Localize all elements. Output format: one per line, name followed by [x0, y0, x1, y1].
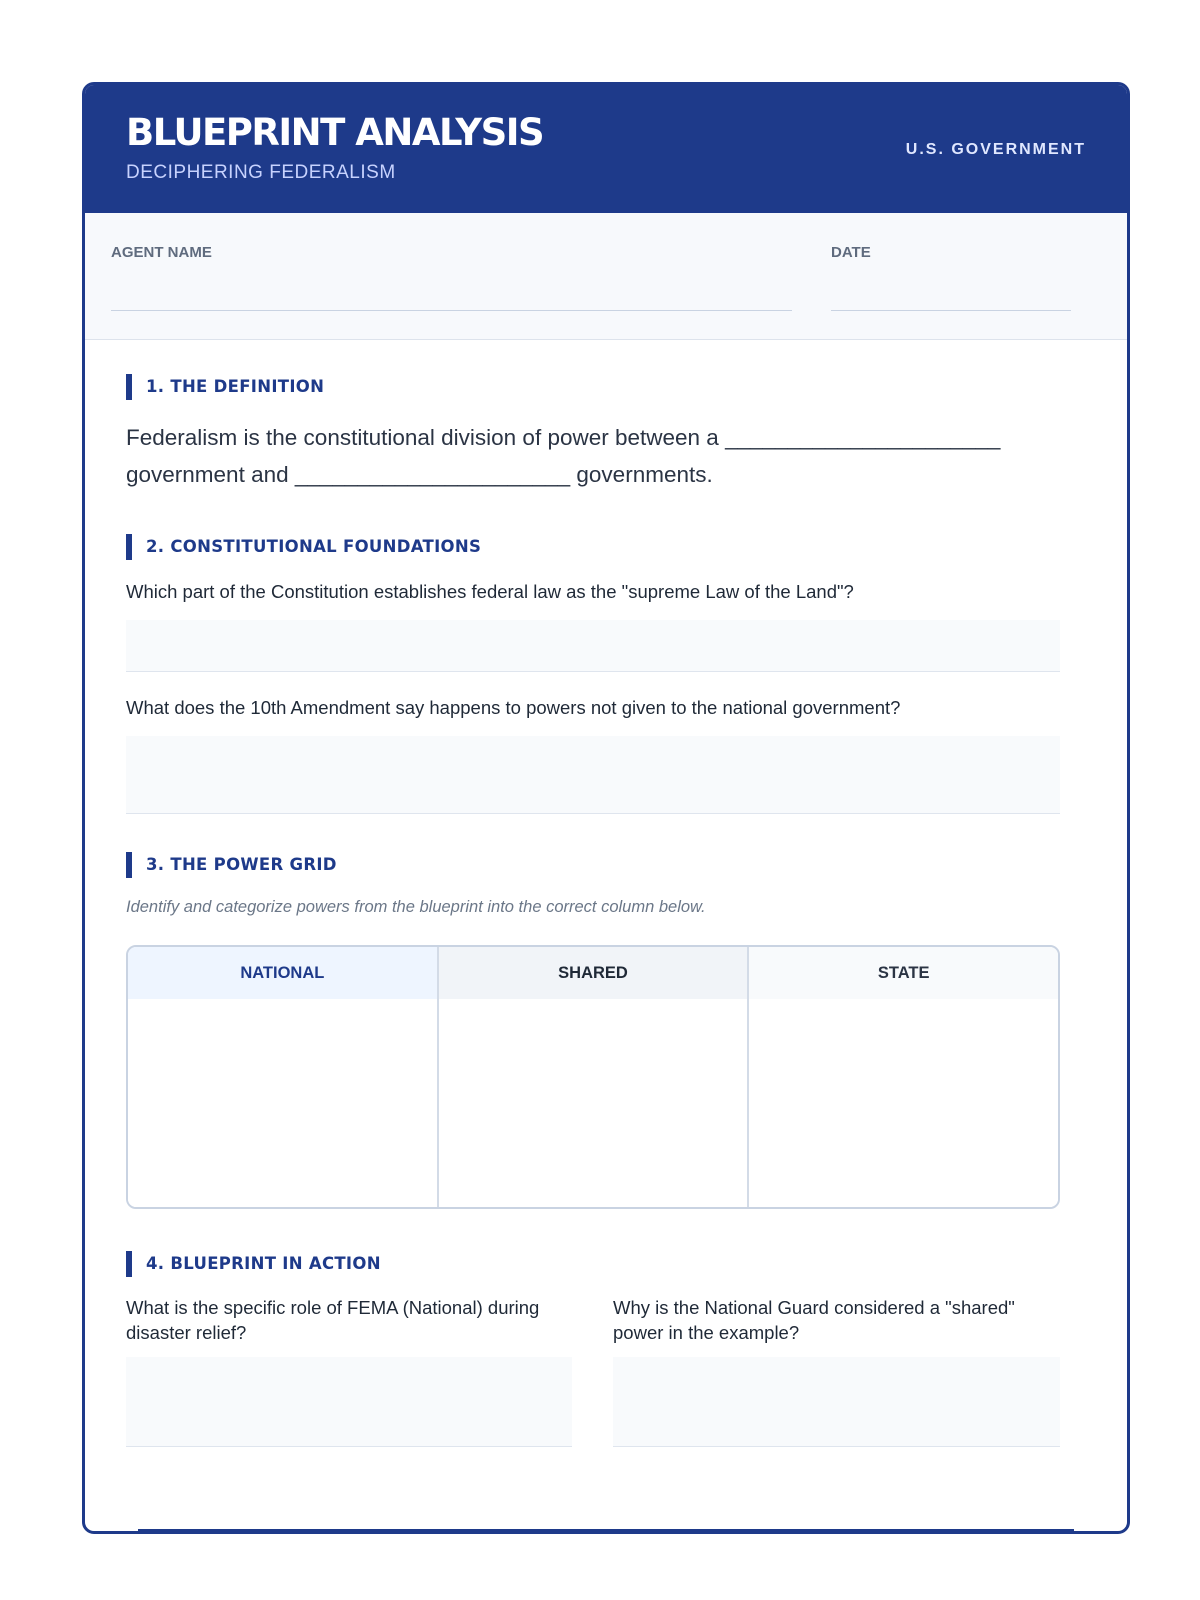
- date-field[interactable]: [831, 310, 1071, 311]
- column-header-state: STATE: [749, 947, 1058, 999]
- agent-name-field[interactable]: [111, 310, 792, 311]
- column-header-national: NATIONAL: [128, 947, 437, 999]
- answer-box-national-guard[interactable]: [613, 1357, 1060, 1447]
- worksheet: [82, 82, 1130, 1534]
- definition-text: [126, 419, 1066, 493]
- column-national: [128, 947, 437, 1207]
- date-label: DATE: [831, 244, 871, 261]
- column-shared: [437, 947, 748, 1207]
- power-grid-instructions: Identify and categorize powers from the blueprint into the correct column below.: [126, 898, 706, 916]
- question-supremacy: Which part of the Constitution establishes federal law as the "supreme Law of the Land"?: [126, 581, 854, 602]
- column-state: [747, 947, 1058, 1207]
- section-heading-foundations: 2. CONSTITUTIONAL FOUNDATIONS: [126, 534, 481, 560]
- section-heading-in-action: 4. BLUEPRINT IN ACTION: [126, 1251, 381, 1277]
- definition-line-1: Federalism is the constitutional division of power between a ______________________: [126, 425, 1001, 450]
- worksheet-title: BLUEPRINT ANALYSIS: [126, 111, 544, 154]
- worksheet-header: [85, 85, 1127, 213]
- power-grid-table: [126, 945, 1060, 1209]
- column-header-shared: SHARED: [439, 947, 748, 999]
- definition-line-2: government and ______________________ governments.: [126, 462, 713, 487]
- section-heading-definition: 1. THE DEFINITION: [126, 374, 324, 400]
- answer-box-tenth-amendment[interactable]: [126, 736, 1060, 814]
- answer-box-fema[interactable]: [126, 1357, 572, 1447]
- question-tenth-amendment: What does the 10th Amendment say happens to powers not given to the national government?: [126, 697, 901, 718]
- column-body-national[interactable]: [128, 999, 437, 1207]
- agent-name-label: AGENT NAME: [111, 244, 212, 261]
- question-fema: What is the specific role of FEMA (National) during disaster relief?: [126, 1297, 540, 1343]
- column-body-shared[interactable]: [439, 999, 748, 1207]
- worksheet-subtitle: DECIPHERING FEDERALISM: [126, 162, 396, 183]
- question-national-guard: Why is the National Guard considered a "shared" power in the example?: [613, 1297, 1015, 1343]
- column-body-state[interactable]: [749, 999, 1058, 1207]
- footer-divider: [138, 1529, 1074, 1532]
- student-info-fields: [85, 213, 1127, 340]
- subject-tag: U.S. GOVERNMENT: [905, 141, 1086, 158]
- section-heading-power-grid: 3. THE POWER GRID: [126, 852, 337, 878]
- answer-box-supremacy[interactable]: [126, 620, 1060, 672]
